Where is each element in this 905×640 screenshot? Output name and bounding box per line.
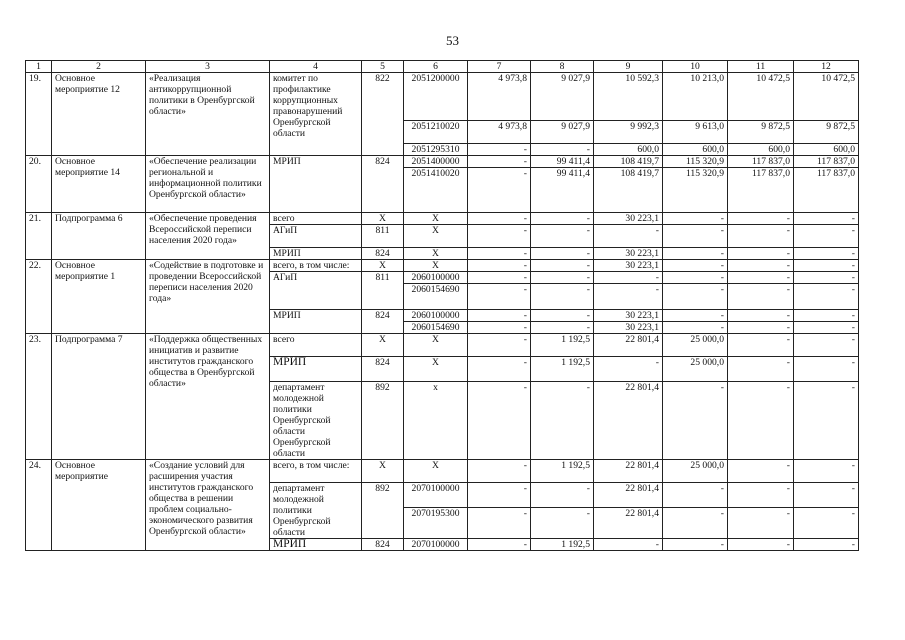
cell: - xyxy=(663,213,728,225)
cell: 10 472,5 xyxy=(728,73,794,121)
cell: 30 223,1 xyxy=(594,213,663,225)
cell: - xyxy=(594,357,663,382)
cell: - xyxy=(468,144,531,156)
cell: - xyxy=(728,310,794,322)
cell: - xyxy=(531,213,594,225)
row-executor: АГиП xyxy=(270,272,362,310)
cell: - xyxy=(468,382,531,460)
col-header: 7 xyxy=(468,61,531,73)
cell: - xyxy=(794,382,859,460)
cell: X xyxy=(404,260,468,272)
cell: - xyxy=(594,284,663,310)
col-header: 9 xyxy=(594,61,663,73)
cell: - xyxy=(468,156,531,168)
cell: 22 801,4 xyxy=(594,334,663,357)
cell: - xyxy=(531,248,594,260)
cell: - xyxy=(794,272,859,284)
cell: - xyxy=(468,260,531,272)
row-number: 20. xyxy=(26,156,52,213)
cell: 9 872,5 xyxy=(794,121,859,144)
cell: 4 973,8 xyxy=(468,73,531,121)
cell: - xyxy=(728,284,794,310)
col-header: 4 xyxy=(270,61,362,73)
row-name: «Содействие в подготовке и проведении Всероссийской переписи населения 2020 года» xyxy=(146,260,270,334)
cell: - xyxy=(663,539,728,551)
cell: - xyxy=(794,483,859,508)
col-header: 5 xyxy=(362,61,404,73)
cell: - xyxy=(728,248,794,260)
row-type: Подпрограмма 6 xyxy=(52,213,146,260)
row-number: 24. xyxy=(26,460,52,551)
cell: - xyxy=(794,508,859,539)
row-number: 19. xyxy=(26,73,52,156)
cell: 115 320,9 xyxy=(663,168,728,213)
cell: 824 xyxy=(362,248,404,260)
cell: 99 411,4 xyxy=(531,156,594,168)
cell: 2070100000 xyxy=(404,483,468,508)
cell: - xyxy=(663,225,728,248)
row-name: «Обеспечение проведения Всероссийской переписи населения 2020 года» xyxy=(146,213,270,260)
budget-table xyxy=(25,60,859,551)
cell: - xyxy=(728,508,794,539)
col-header: 12 xyxy=(794,61,859,73)
cell: 2060154690 xyxy=(404,322,468,334)
cell: 25 000,0 xyxy=(663,460,728,483)
cell: 108 419,7 xyxy=(594,168,663,213)
cell: 600,0 xyxy=(728,144,794,156)
cell: 2051295310 xyxy=(404,144,468,156)
cell: - xyxy=(468,508,531,539)
cell: 117 837,0 xyxy=(728,156,794,168)
cell: - xyxy=(531,382,594,460)
cell: X xyxy=(404,357,468,382)
cell: 1 192,5 xyxy=(531,334,594,357)
cell: 22 801,4 xyxy=(594,483,663,508)
cell: 1 192,5 xyxy=(531,539,594,551)
cell: 2051400000 xyxy=(404,156,468,168)
cell: 99 411,4 xyxy=(531,168,594,213)
cell: 892 xyxy=(362,382,404,460)
cell: 2070195300 xyxy=(404,508,468,539)
table-row xyxy=(26,73,859,121)
cell: 600,0 xyxy=(594,144,663,156)
table-row xyxy=(26,156,859,168)
cell: 117 837,0 xyxy=(794,168,859,213)
row-executor: комитет по профилактике коррупционных правонарушений Оренбургской области xyxy=(270,73,362,156)
cell: всего xyxy=(270,213,362,225)
cell: 108 419,7 xyxy=(594,156,663,168)
cell: - xyxy=(663,508,728,539)
cell: - xyxy=(468,284,531,310)
cell: 30 223,1 xyxy=(594,310,663,322)
cell: - xyxy=(468,225,531,248)
cell: - xyxy=(468,322,531,334)
row-number: 23. xyxy=(26,334,52,460)
row-name: «Обеспечение реализации региональной и информационной политики Оренбургской области» xyxy=(146,156,270,213)
cell: - xyxy=(468,248,531,260)
cell: 9 992,3 xyxy=(594,121,663,144)
col-header: 8 xyxy=(531,61,594,73)
cell: 117 837,0 xyxy=(728,168,794,213)
cell: - xyxy=(794,213,859,225)
col-header: 1 xyxy=(26,61,52,73)
cell: - xyxy=(663,272,728,284)
table-row xyxy=(26,334,859,357)
cell: - xyxy=(663,322,728,334)
cell: МРИП xyxy=(270,248,362,260)
cell: - xyxy=(794,460,859,483)
cell: X xyxy=(404,213,468,225)
cell: - xyxy=(728,483,794,508)
cell: 4 973,8 xyxy=(468,121,531,144)
col-header: 2 xyxy=(52,61,146,73)
row-type: Подпрограмма 7 xyxy=(52,334,146,460)
cell: - xyxy=(728,213,794,225)
cell: - xyxy=(468,213,531,225)
cell: - xyxy=(794,539,859,551)
row-type: Основное мероприятие 12 xyxy=(52,73,146,156)
cell: X xyxy=(404,248,468,260)
cell: - xyxy=(728,357,794,382)
cell: - xyxy=(728,460,794,483)
cell: 30 223,1 xyxy=(594,322,663,334)
cell: 22 801,4 xyxy=(594,460,663,483)
row-type: Основное мероприятие xyxy=(52,460,146,551)
cell: - xyxy=(468,539,531,551)
cell: 2051410020 xyxy=(404,168,468,213)
cell: - xyxy=(468,483,531,508)
cell: - xyxy=(594,539,663,551)
cell: - xyxy=(594,225,663,248)
table-row xyxy=(26,213,859,225)
cell: - xyxy=(794,284,859,310)
page-number: 53 xyxy=(446,33,459,48)
row-executor: МРИП xyxy=(270,310,362,334)
cell: X xyxy=(362,260,404,272)
row-type: Основное мероприятие 14 xyxy=(52,156,146,213)
cell: 115 320,9 xyxy=(663,156,728,168)
cell: 811 xyxy=(362,225,404,248)
cell: - xyxy=(728,272,794,284)
cell: - xyxy=(531,508,594,539)
cell: 1 192,5 xyxy=(531,357,594,382)
cell: - xyxy=(728,225,794,248)
row-name: «Реализация антикоррупционной политики в Оренбургской области» xyxy=(146,73,270,156)
row-name: «Поддержка общественных инициатив и развитие институтов гражданского общества в Оренбургской области» xyxy=(146,334,270,460)
cell: - xyxy=(663,248,728,260)
row-name: «Создание условий для расширения участия институтов гражданского общества в решении проблем социально-экономического развития Оренбургской области» xyxy=(146,460,270,551)
cell: - xyxy=(468,168,531,213)
cell: 2051210020 xyxy=(404,121,468,144)
cell: 30 223,1 xyxy=(594,260,663,272)
cell: 600,0 xyxy=(663,144,728,156)
cell: - xyxy=(728,382,794,460)
cell: - xyxy=(531,284,594,310)
row-code: 892 xyxy=(362,483,404,539)
row-code: 824 xyxy=(362,156,404,213)
table-row xyxy=(26,260,859,272)
row-number: 22. xyxy=(26,260,52,334)
cell: - xyxy=(468,357,531,382)
cell: департамент молодежной политики Оренбургской области Оренбургской области xyxy=(270,382,362,460)
cell: - xyxy=(468,460,531,483)
cell: 9 027,9 xyxy=(531,121,594,144)
cell: 2070100000 xyxy=(404,539,468,551)
cell: 30 223,1 xyxy=(594,248,663,260)
cell: АГиП xyxy=(270,225,362,248)
cell: - xyxy=(468,310,531,322)
cell: X xyxy=(404,334,468,357)
table-row xyxy=(26,460,859,483)
cell: 10 472,5 xyxy=(794,73,859,121)
cell: - xyxy=(531,225,594,248)
cell: 2060100000 xyxy=(404,272,468,284)
cell: - xyxy=(794,357,859,382)
cell: МРИП xyxy=(270,539,362,551)
cell: всего, в том числе: xyxy=(270,460,362,483)
cell: 25 000,0 xyxy=(663,334,728,357)
header-row xyxy=(26,61,859,73)
cell: X xyxy=(362,334,404,357)
row-number: 21. xyxy=(26,213,52,260)
cell: - xyxy=(794,322,859,334)
cell: 22 801,4 xyxy=(594,382,663,460)
cell: - xyxy=(794,310,859,322)
cell: - xyxy=(663,382,728,460)
col-header: 10 xyxy=(663,61,728,73)
cell: - xyxy=(728,334,794,357)
cell: x xyxy=(404,382,468,460)
cell: всего xyxy=(270,334,362,357)
cell: 600,0 xyxy=(794,144,859,156)
cell: 2060154690 xyxy=(404,284,468,310)
cell: X xyxy=(404,225,468,248)
cell: 9 872,5 xyxy=(728,121,794,144)
row-executor: МРИП xyxy=(270,156,362,213)
cell: 10 213,0 xyxy=(663,73,728,121)
cell: 1 192,5 xyxy=(531,460,594,483)
row-executor: департамент молодежной политики Оренбургской области xyxy=(270,483,362,539)
col-header: 3 xyxy=(146,61,270,73)
row-code: 824 xyxy=(362,310,404,334)
cell: 10 592,3 xyxy=(594,73,663,121)
cell: - xyxy=(728,322,794,334)
col-header: 11 xyxy=(728,61,794,73)
cell: всего, в том числе: xyxy=(270,260,362,272)
cell: 824 xyxy=(362,539,404,551)
cell: - xyxy=(531,272,594,284)
cell: 25 000,0 xyxy=(663,357,728,382)
cell: - xyxy=(794,334,859,357)
cell: 9 027,9 xyxy=(531,73,594,121)
col-header: 6 xyxy=(404,61,468,73)
cell: X xyxy=(362,460,404,483)
cell: - xyxy=(468,334,531,357)
cell: - xyxy=(531,144,594,156)
cell: 9 613,0 xyxy=(663,121,728,144)
cell: - xyxy=(728,260,794,272)
cell: - xyxy=(663,310,728,322)
cell: - xyxy=(663,284,728,310)
row-code: 811 xyxy=(362,272,404,310)
cell: 117 837,0 xyxy=(794,156,859,168)
cell: - xyxy=(531,310,594,322)
cell: - xyxy=(794,225,859,248)
row-type: Основное мероприятие 1 xyxy=(52,260,146,334)
cell: - xyxy=(531,260,594,272)
cell: 22 801,4 xyxy=(594,508,663,539)
cell: X xyxy=(362,213,404,225)
cell: - xyxy=(728,539,794,551)
cell: - xyxy=(531,322,594,334)
cell: - xyxy=(531,483,594,508)
cell: - xyxy=(594,272,663,284)
row-code: 822 xyxy=(362,73,404,156)
cell: - xyxy=(794,248,859,260)
cell: МРИП xyxy=(270,357,362,382)
cell: - xyxy=(663,483,728,508)
cell: - xyxy=(794,260,859,272)
cell: X xyxy=(404,460,468,483)
cell: - xyxy=(663,260,728,272)
cell: 2051200000 xyxy=(404,73,468,121)
cell: 2060100000 xyxy=(404,310,468,322)
cell: 824 xyxy=(362,357,404,382)
cell: - xyxy=(468,272,531,284)
